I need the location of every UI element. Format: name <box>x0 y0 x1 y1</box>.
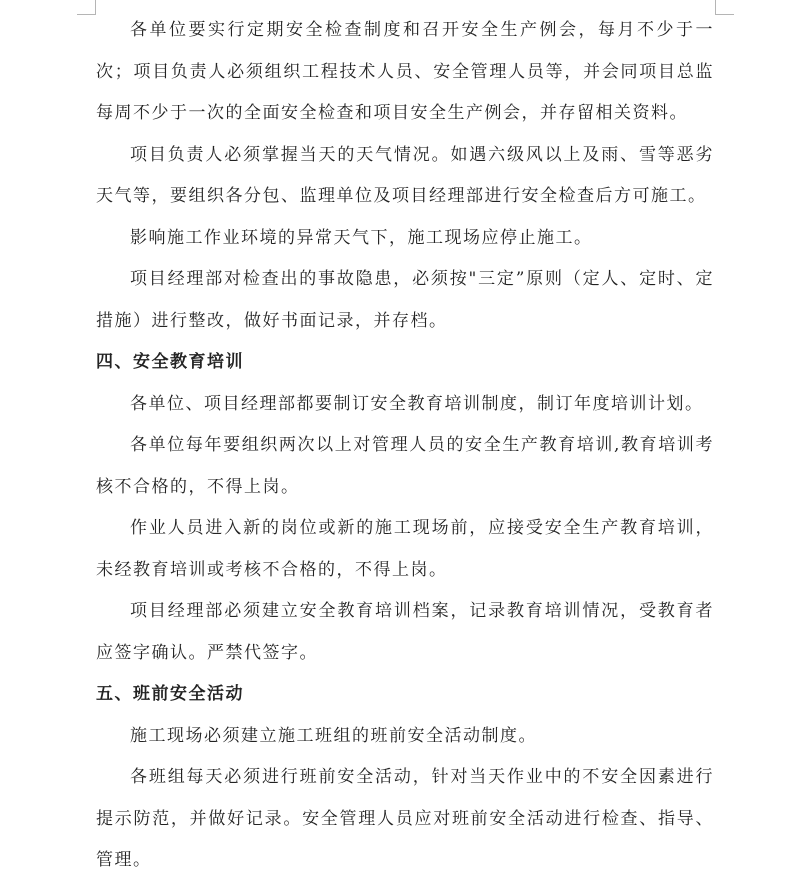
paragraph-pre-shift-system: 施工现场必须建立施工班组的班前安全活动制度。 <box>130 725 537 746</box>
page-corner-mark-right <box>715 0 734 15</box>
paragraph-stop-work: 影响施工作业环境的异常天气下，施工现场应停止施工。 <box>130 227 593 248</box>
paragraph-training-records: 项目经理部必须建立安全教育培训档案，记录教育培训情况，受教育者应签字确认。严禁代签字。 <box>96 601 714 663</box>
section-heading-pre-shift: 五、班前安全活动 <box>96 684 244 704</box>
paragraph-manager-training: 各单位每年要组织两次以上对管理人员的安全生产教育培训,教育培训考核不合格的，不得上岗。 <box>96 435 714 497</box>
paragraph-safety-inspection: 各单位要实行定期安全检查制度和召开安全生产例会，每月不少于一次；项目负责人必须组织工程技术人员、安全管理人员等，并会同项目总监每周不少于一次的全面安全检查和项目安全生产例会，并存留相关资料。 <box>96 20 714 123</box>
paragraph-weather-check: 项目负责人必须掌握当天的天气情况。如遇六级风以上及雨、雪等恶劣天气等，要组织各分包、监理单位及项目经理部进行安全检查后方可施工。 <box>96 144 714 206</box>
page-corner-mark-left <box>77 0 96 15</box>
paragraph-hazard-rectification: 项目经理部对检查出的事故隐患，必须按"三定”原则（定人、定时、定措施）进行整改，做好书面记录，并存档。 <box>96 269 714 331</box>
section-heading-training: 四、安全教育培训 <box>96 352 244 372</box>
paragraph-pre-shift-activity: 各班组每天必须进行班前安全活动，针对当天作业中的不安全因素进行提示防范，并做好记录。安全管理人员应对班前安全活动进行检查、指导、管理。 <box>96 767 714 870</box>
document-body <box>96 10 714 876</box>
paragraph-worker-training: 作业人员进入新的岗位或新的施工现场前，应接受安全生产教育培训，未经教育培训或考核不合格的，不得上岗。 <box>96 518 714 580</box>
paragraph-training-system: 各单位、项目经理部都要制订安全教育培训制度，制订年度培训计划。 <box>130 393 704 414</box>
